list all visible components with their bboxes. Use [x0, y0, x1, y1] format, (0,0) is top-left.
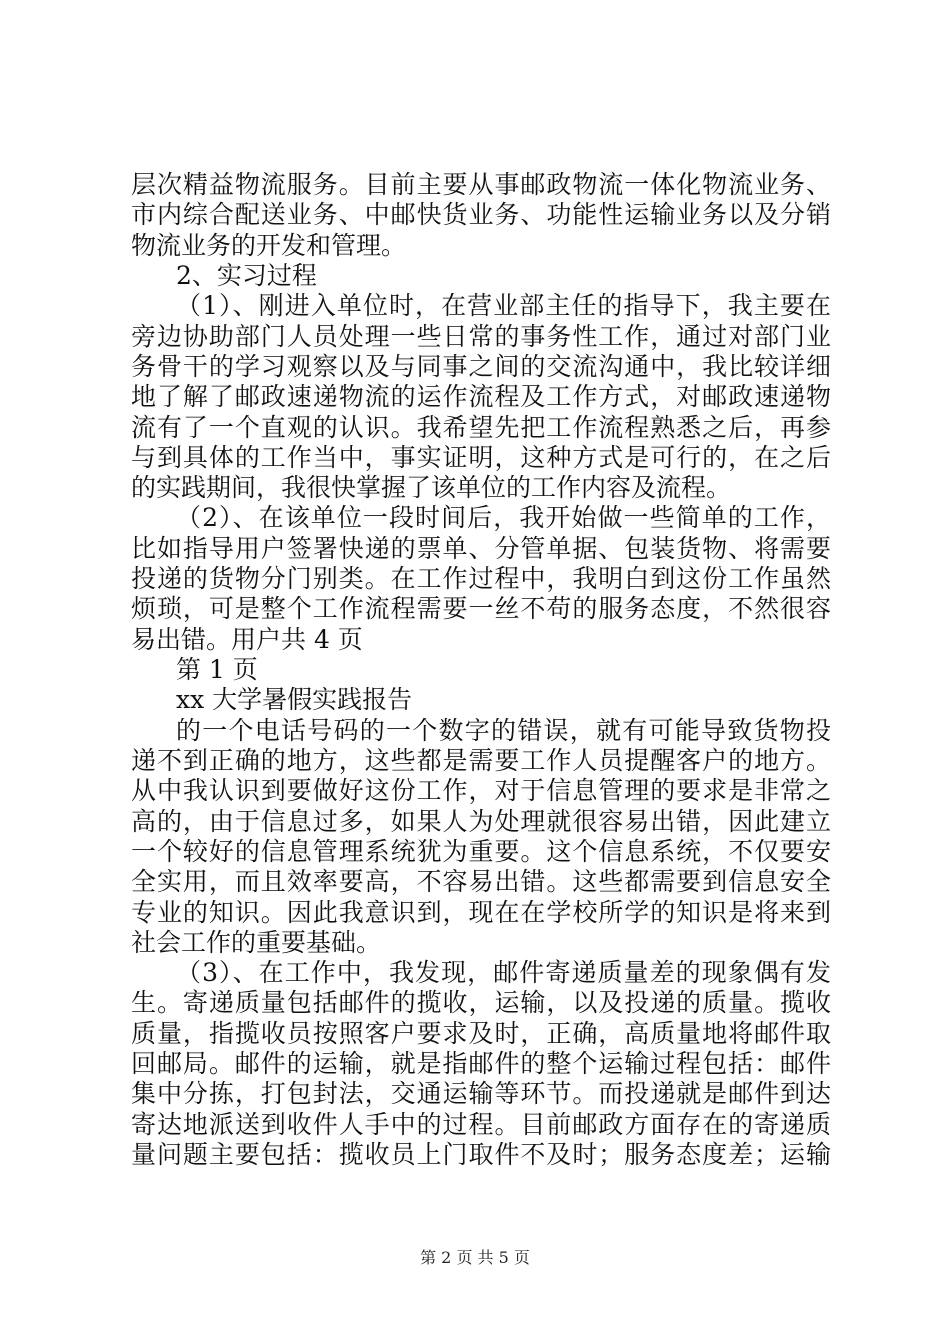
body-line: 与到具体的工作当中，事实证明，这种方式是可行的，在之后 [131, 443, 831, 472]
body-line: 高的，由于信息过多，如果人为处理就很容易出错，因此建立 [131, 807, 831, 836]
body-line: 社会工作的重要基础。 [131, 928, 382, 957]
body-line: 专业的知识。因此我意识到，现在在学校所学的知识是将来到 [131, 898, 831, 927]
body-line: 的一个电话号码的一个数字的错误，就有可能导致货物投 [176, 716, 831, 745]
body-line: （1）、刚进入单位时，在营业部主任的指导下，我主要在 [176, 291, 831, 320]
section-heading: 2、实习过程 [176, 261, 317, 290]
body-line: 全实用，而且效率要高，不容易出错。这些都需要到信息安全 [131, 867, 831, 896]
body-line: 寄达地派送到收件人手中的过程。目前邮政方面存在的寄递质 [131, 1110, 831, 1139]
body-line: 市内综合配送业务、中邮快货业务、功能性运输业务以及分销 [131, 200, 831, 229]
body-line: 烦琐，可是整个工作流程需要一丝不苟的服务态度，不然很容 [131, 594, 831, 623]
body-line: 流有了一个直观的认识。我希望先把工作流程熟悉之后，再参 [131, 413, 831, 442]
body-line: （2）、在该单位一段时间后，我开始做一些简单的工作， [176, 503, 831, 532]
body-line: 从中我认识到要做好这份工作，对于信息管理的要求是非常之 [131, 776, 831, 805]
body-line: 质量，指揽收员按照客户要求及时，正确，高质量地将邮件取 [131, 1019, 831, 1048]
inline-page-marker: 第 1 页 [176, 655, 258, 684]
body-line: （3）、在工作中，我发现，邮件寄递质量差的现象偶有发 [176, 958, 831, 987]
body-line: 务骨干的学习观察以及与同事之间的交流沟通中，我比较详细 [131, 352, 831, 381]
body-line: 回邮局。邮件的运输，就是指邮件的整个运输过程包括：邮件 [131, 1049, 831, 1078]
body-line: 一个较好的信息管理系统犹为重要。这个信息系统，不仅要安 [131, 837, 831, 866]
body-line: 量问题主要包括：揽收员上门取件不及时；服务态度差；运输 [131, 1140, 831, 1169]
body-line: 地了解了邮政速递物流的运作流程及工作方式，对邮政速递物 [131, 382, 831, 411]
body-line: 的实践期间，我很快掌握了该单位的工作内容及流程。 [131, 473, 732, 502]
body-line: 递不到正确的地方，这些都是需要工作人员提醒客户的地方。 [131, 746, 831, 775]
body-line: 层次精益物流服务。目前主要从事邮政物流一体化物流业务、 [131, 170, 831, 199]
body-line: 比如指导用户签署快递的票单、分管单据、包装货物、将需要 [131, 534, 831, 563]
body-line: 投递的货物分门别类。在工作过程中，我明白到这份工作虽然 [131, 564, 831, 593]
body-line: 集中分拣，打包封法，交通运输等环节。而投递就是邮件到达 [131, 1079, 831, 1108]
body-line: 物流业务的开发和管理。 [131, 231, 407, 260]
body-line: 旁边协助部门人员处理一些日常的事务性工作，通过对部门业 [131, 322, 831, 351]
inline-report-title: xx 大学暑假实践报告 [176, 685, 413, 714]
body-line: 易出错。用户共 4 页 [131, 625, 363, 654]
page-footer: 第 2 页 共 5 页 [420, 1248, 530, 1267]
body-line: 生。寄递质量包括邮件的揽收，运输，以及投递的质量。揽收 [131, 988, 831, 1017]
